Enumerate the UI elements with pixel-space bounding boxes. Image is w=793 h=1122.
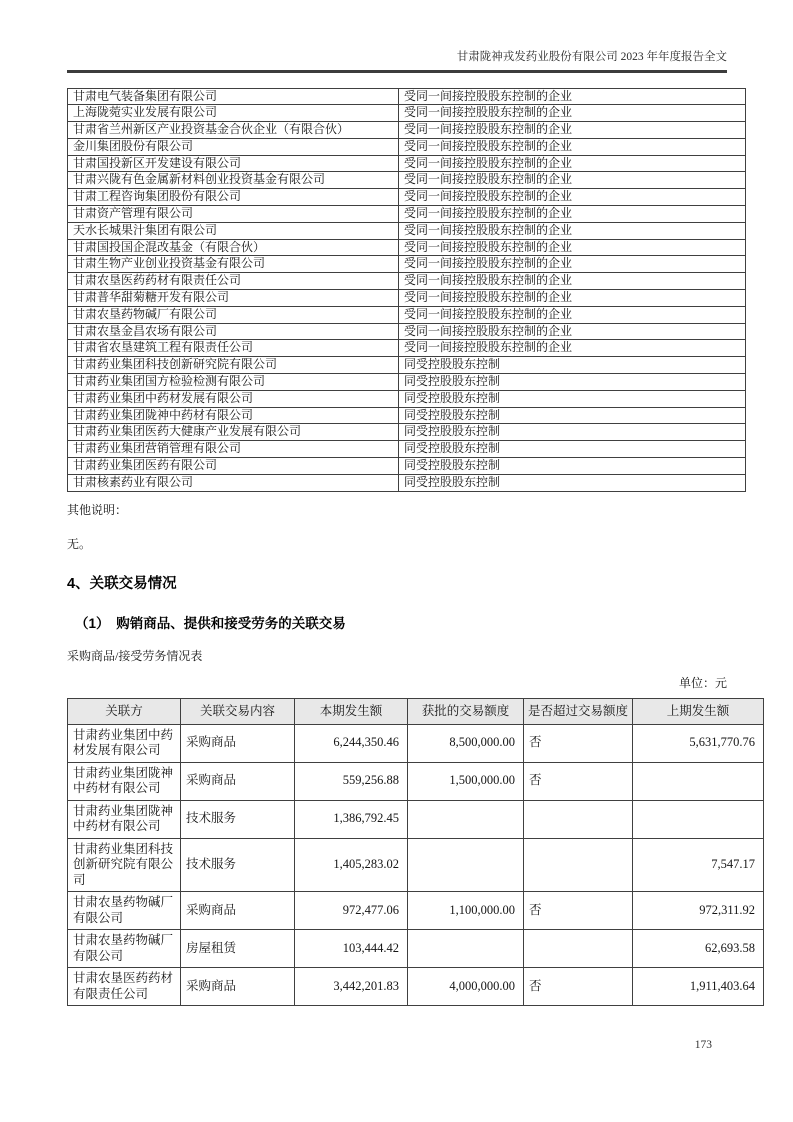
party-cell: 甘肃药业集团中药材发展有限公司 bbox=[68, 724, 181, 762]
unit-label: 单位：元 bbox=[678, 675, 727, 690]
table-row bbox=[68, 155, 746, 172]
table-row bbox=[68, 206, 746, 223]
table-caption: 采购商品/接受劳务情况表 bbox=[67, 648, 203, 663]
company-name-cell: 甘肃药业集团科技创新研究院有限公司 bbox=[68, 357, 399, 374]
party-cell: 甘肃药业集团陇神中药材有限公司 bbox=[68, 800, 181, 838]
table-row bbox=[68, 122, 746, 139]
content-cell: 采购商品 bbox=[181, 892, 295, 930]
table-row bbox=[68, 239, 746, 256]
table-row bbox=[68, 222, 746, 239]
table-row bbox=[68, 800, 764, 838]
approved-amount-cell: 1,100,000.00 bbox=[408, 892, 524, 930]
content-cell: 技术服务 bbox=[181, 800, 295, 838]
company-name-cell: 甘肃药业集团医药大健康产业发展有限公司 bbox=[68, 424, 399, 441]
approved-amount-cell: 1,500,000.00 bbox=[408, 762, 524, 800]
party-cell: 甘肃农垦药物碱厂有限公司 bbox=[68, 930, 181, 968]
relation-cell: 受同一间接控股股东控制的企业 bbox=[399, 206, 746, 223]
relation-cell: 受同一间接控股股东控制的企业 bbox=[399, 88, 746, 105]
content-cell: 技术服务 bbox=[181, 838, 295, 892]
approved-amount-cell: 8,500,000.00 bbox=[408, 724, 524, 762]
exceeded-cell bbox=[524, 838, 633, 892]
company-name-cell: 甘肃省兰州新区产业投资基金合伙企业（有限合伙） bbox=[68, 122, 399, 139]
table-row bbox=[68, 474, 746, 491]
company-name-cell: 甘肃药业集团医药有限公司 bbox=[68, 458, 399, 475]
company-name-cell: 甘肃资产管理有限公司 bbox=[68, 206, 399, 223]
relation-cell: 受同一间接控股股东控制的企业 bbox=[399, 155, 746, 172]
relation-cell: 受同一间接控股股东控制的企业 bbox=[399, 105, 746, 122]
exceeded-cell: 否 bbox=[524, 762, 633, 800]
table-row bbox=[68, 968, 764, 1006]
prior-amount-cell: 1,911,403.64 bbox=[633, 968, 764, 1006]
company-name-cell: 上海陇菀实业发展有限公司 bbox=[68, 105, 399, 122]
table-row bbox=[68, 138, 746, 155]
company-name-cell: 甘肃核素药业有限公司 bbox=[68, 474, 399, 491]
company-name-cell: 甘肃国投国企混改基金（有限合伙） bbox=[68, 239, 399, 256]
approved-amount-cell bbox=[408, 838, 524, 892]
table-row bbox=[68, 105, 746, 122]
prior-amount-cell: 5,631,770.76 bbox=[633, 724, 764, 762]
exceeded-cell: 否 bbox=[524, 724, 633, 762]
content-cell: 采购商品 bbox=[181, 724, 295, 762]
table-row bbox=[68, 390, 746, 407]
exceeded-cell: 否 bbox=[524, 968, 633, 1006]
prior-amount-cell bbox=[633, 762, 764, 800]
company-name-cell: 甘肃省农垦建筑工程有限责任公司 bbox=[68, 340, 399, 357]
table-row bbox=[68, 892, 764, 930]
company-name-cell: 甘肃电气装备集团有限公司 bbox=[68, 88, 399, 105]
table-row bbox=[68, 374, 746, 391]
prior-amount-cell bbox=[633, 800, 764, 838]
relation-cell: 同受控股股东控制 bbox=[399, 474, 746, 491]
page-content bbox=[67, 0, 755, 1006]
col-header-related-party: 关联方 bbox=[68, 698, 181, 724]
current-amount-cell: 3,442,201.83 bbox=[295, 968, 408, 1006]
table-row bbox=[68, 172, 746, 189]
table-row bbox=[68, 762, 764, 800]
relation-cell: 受同一间接控股股东控制的企业 bbox=[399, 122, 746, 139]
approved-amount-cell: 4,000,000.00 bbox=[408, 968, 524, 1006]
relation-cell: 受同一间接控股股东控制的企业 bbox=[399, 290, 746, 307]
content-cell: 采购商品 bbox=[181, 762, 295, 800]
relation-cell: 同受控股股东控制 bbox=[399, 458, 746, 475]
company-name-cell: 甘肃国投新区开发建设有限公司 bbox=[68, 155, 399, 172]
exceeded-cell bbox=[524, 800, 633, 838]
table-row bbox=[68, 256, 746, 273]
col-header-current-amount: 本期发生额 bbox=[295, 698, 408, 724]
table-row bbox=[68, 424, 746, 441]
company-name-cell: 甘肃普华甜菊糖开发有限公司 bbox=[68, 290, 399, 307]
party-cell: 甘肃农垦药物碱厂有限公司 bbox=[68, 892, 181, 930]
current-amount-cell: 1,405,283.02 bbox=[295, 838, 408, 892]
current-amount-cell: 1,386,792.45 bbox=[295, 800, 408, 838]
relation-cell: 受同一间接控股股东控制的企业 bbox=[399, 340, 746, 357]
content-cell: 采购商品 bbox=[181, 968, 295, 1006]
company-name-cell: 甘肃药业集团中药材发展有限公司 bbox=[68, 390, 399, 407]
relation-cell: 受同一间接控股股东控制的企业 bbox=[399, 306, 746, 323]
table-row bbox=[68, 306, 746, 323]
relation-cell: 受同一间接控股股东控制的企业 bbox=[399, 189, 746, 206]
exceeded-cell: 否 bbox=[524, 892, 633, 930]
party-cell: 甘肃药业集团科技创新研究院有限公司 bbox=[68, 838, 181, 892]
relation-cell: 受同一间接控股股东控制的企业 bbox=[399, 138, 746, 155]
company-name-cell: 甘肃生物产业创业投资基金有限公司 bbox=[68, 256, 399, 273]
relation-cell: 同受控股股东控制 bbox=[399, 424, 746, 441]
col-header-approved-quota: 获批的交易额度 bbox=[408, 698, 524, 724]
table-header-row bbox=[68, 698, 764, 724]
content-cell: 房屋租赁 bbox=[181, 930, 295, 968]
company-name-cell: 金川集团股份有限公司 bbox=[68, 138, 399, 155]
party-cell: 甘肃药业集团陇神中药材有限公司 bbox=[68, 762, 181, 800]
prior-amount-cell: 972,311.92 bbox=[633, 892, 764, 930]
section-heading: 4、关联交易情况 bbox=[67, 575, 177, 592]
header-rule bbox=[67, 70, 727, 73]
table-row bbox=[68, 340, 746, 357]
current-amount-cell: 103,444.42 bbox=[295, 930, 408, 968]
col-header-transaction-content: 关联交易内容 bbox=[181, 698, 295, 724]
relation-cell: 受同一间接控股股东控制的企业 bbox=[399, 256, 746, 273]
relation-cell: 受同一间接控股股东控制的企业 bbox=[399, 239, 746, 256]
table-row bbox=[68, 724, 764, 762]
related-parties-table bbox=[67, 88, 746, 492]
relation-cell: 同受控股股东控制 bbox=[399, 390, 746, 407]
company-name-cell: 甘肃工程咨询集团股份有限公司 bbox=[68, 189, 399, 206]
table-row bbox=[68, 930, 764, 968]
table-row bbox=[68, 838, 764, 892]
company-name-cell: 甘肃药业集团陇神中药材有限公司 bbox=[68, 407, 399, 424]
relation-cell: 受同一间接控股股东控制的企业 bbox=[399, 172, 746, 189]
table-row bbox=[68, 458, 746, 475]
col-header-exceeded-quota: 是否超过交易额度 bbox=[524, 698, 633, 724]
table-row bbox=[68, 88, 746, 105]
company-name-cell: 天水长城果汁集团有限公司 bbox=[68, 222, 399, 239]
company-name-cell: 甘肃农垦金昌农场有限公司 bbox=[68, 323, 399, 340]
table-row bbox=[68, 290, 746, 307]
approved-amount-cell bbox=[408, 800, 524, 838]
prior-amount-cell: 62,693.58 bbox=[633, 930, 764, 968]
table-row bbox=[68, 189, 746, 206]
company-name-cell: 甘肃农垦药物碱厂有限公司 bbox=[68, 306, 399, 323]
current-amount-cell: 559,256.88 bbox=[295, 762, 408, 800]
relation-cell: 同受控股股东控制 bbox=[399, 374, 746, 391]
report-header-title: 甘肃陇神戎发药业股份有限公司 2023 年年度报告全文 bbox=[456, 51, 727, 63]
exceeded-cell bbox=[524, 930, 633, 968]
relation-cell: 同受控股股东控制 bbox=[399, 441, 746, 458]
current-amount-cell: 972,477.06 bbox=[295, 892, 408, 930]
section-subheading: （1） 购销商品、提供和接受劳务的关联交易 bbox=[75, 615, 346, 631]
relation-cell: 受同一间接控股股东控制的企业 bbox=[399, 273, 746, 290]
company-name-cell: 甘肃药业集团国方检验检测有限公司 bbox=[68, 374, 399, 391]
current-amount-cell: 6,244,350.46 bbox=[295, 724, 408, 762]
company-name-cell: 甘肃兴陇有色金属新材料创业投资基金有限公司 bbox=[68, 172, 399, 189]
other-note-value: 无。 bbox=[67, 536, 92, 551]
transactions-table bbox=[67, 698, 764, 1007]
company-name-cell: 甘肃农垦医药药材有限责任公司 bbox=[68, 273, 399, 290]
table-row bbox=[68, 357, 746, 374]
relation-cell: 受同一间接控股股东控制的企业 bbox=[399, 222, 746, 239]
table-row bbox=[68, 273, 746, 290]
table-row bbox=[68, 441, 746, 458]
relation-cell: 同受控股股东控制 bbox=[399, 357, 746, 374]
party-cell: 甘肃农垦医药药材有限责任公司 bbox=[68, 968, 181, 1006]
company-name-cell: 甘肃药业集团营销管理有限公司 bbox=[68, 441, 399, 458]
relation-cell: 同受控股股东控制 bbox=[399, 407, 746, 424]
relation-cell: 受同一间接控股股东控制的企业 bbox=[399, 323, 746, 340]
col-header-prior-amount: 上期发生额 bbox=[633, 698, 764, 724]
page-number: 173 bbox=[694, 1039, 712, 1051]
approved-amount-cell bbox=[408, 930, 524, 968]
table-row bbox=[68, 323, 746, 340]
prior-amount-cell: 7,547.17 bbox=[633, 838, 764, 892]
other-note-label: 其他说明： bbox=[67, 502, 128, 517]
table-row bbox=[68, 407, 746, 424]
